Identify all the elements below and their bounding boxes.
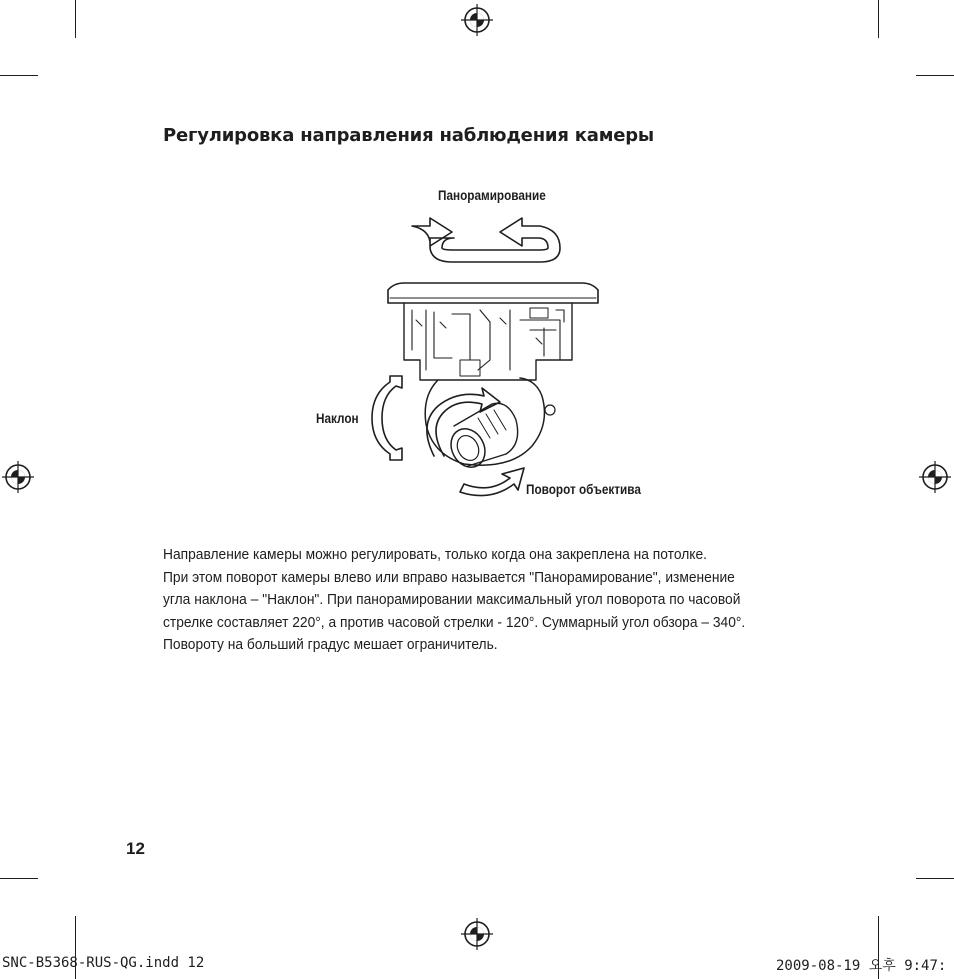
registration-mark-icon — [461, 918, 493, 950]
registration-mark-icon — [919, 461, 951, 493]
body-line: стрелке составляет 220°, а против часовой стрелки - 120°. Суммарный угол обзора – 340°. — [163, 613, 746, 631]
page-number: 12 — [126, 839, 145, 858]
crop-mark — [75, 0, 76, 38]
body-line: При этом поворот камеры влево или вправо называется "Панорамирование", изменение — [163, 568, 735, 586]
tilt-arrow-icon — [368, 372, 406, 466]
lens-rotation-label: Поворот объектива — [526, 481, 641, 497]
registration-mark-icon — [2, 461, 34, 493]
page-title: Регулировка направления наблюдения камеры — [163, 125, 655, 146]
slug-datetime: 2009-08-19 오후 9:47: — [776, 958, 947, 974]
body-line: Направление камеры можно регулировать, только когда она закреплена на потолке. — [163, 546, 707, 563]
crop-mark — [916, 878, 954, 879]
crop-mark — [0, 75, 38, 76]
tilt-label: Наклон — [316, 410, 359, 426]
registration-mark-icon — [461, 4, 493, 36]
body-line: угла наклона – "Наклон". При панорамировании максимальный угол поворота по часовой — [163, 591, 741, 608]
body-line: Повороту на больший градус мешает ограничитель. — [163, 636, 498, 653]
slug-filename: SNC-B5368-RUS-QG.indd 12 — [2, 955, 205, 971]
crop-mark — [0, 878, 38, 879]
crop-mark — [916, 75, 954, 76]
pan-arrow-icon — [412, 218, 560, 262]
pan-label: Панорамирование — [438, 187, 546, 203]
crop-mark — [878, 0, 879, 38]
body-paragraph — [163, 544, 853, 657]
